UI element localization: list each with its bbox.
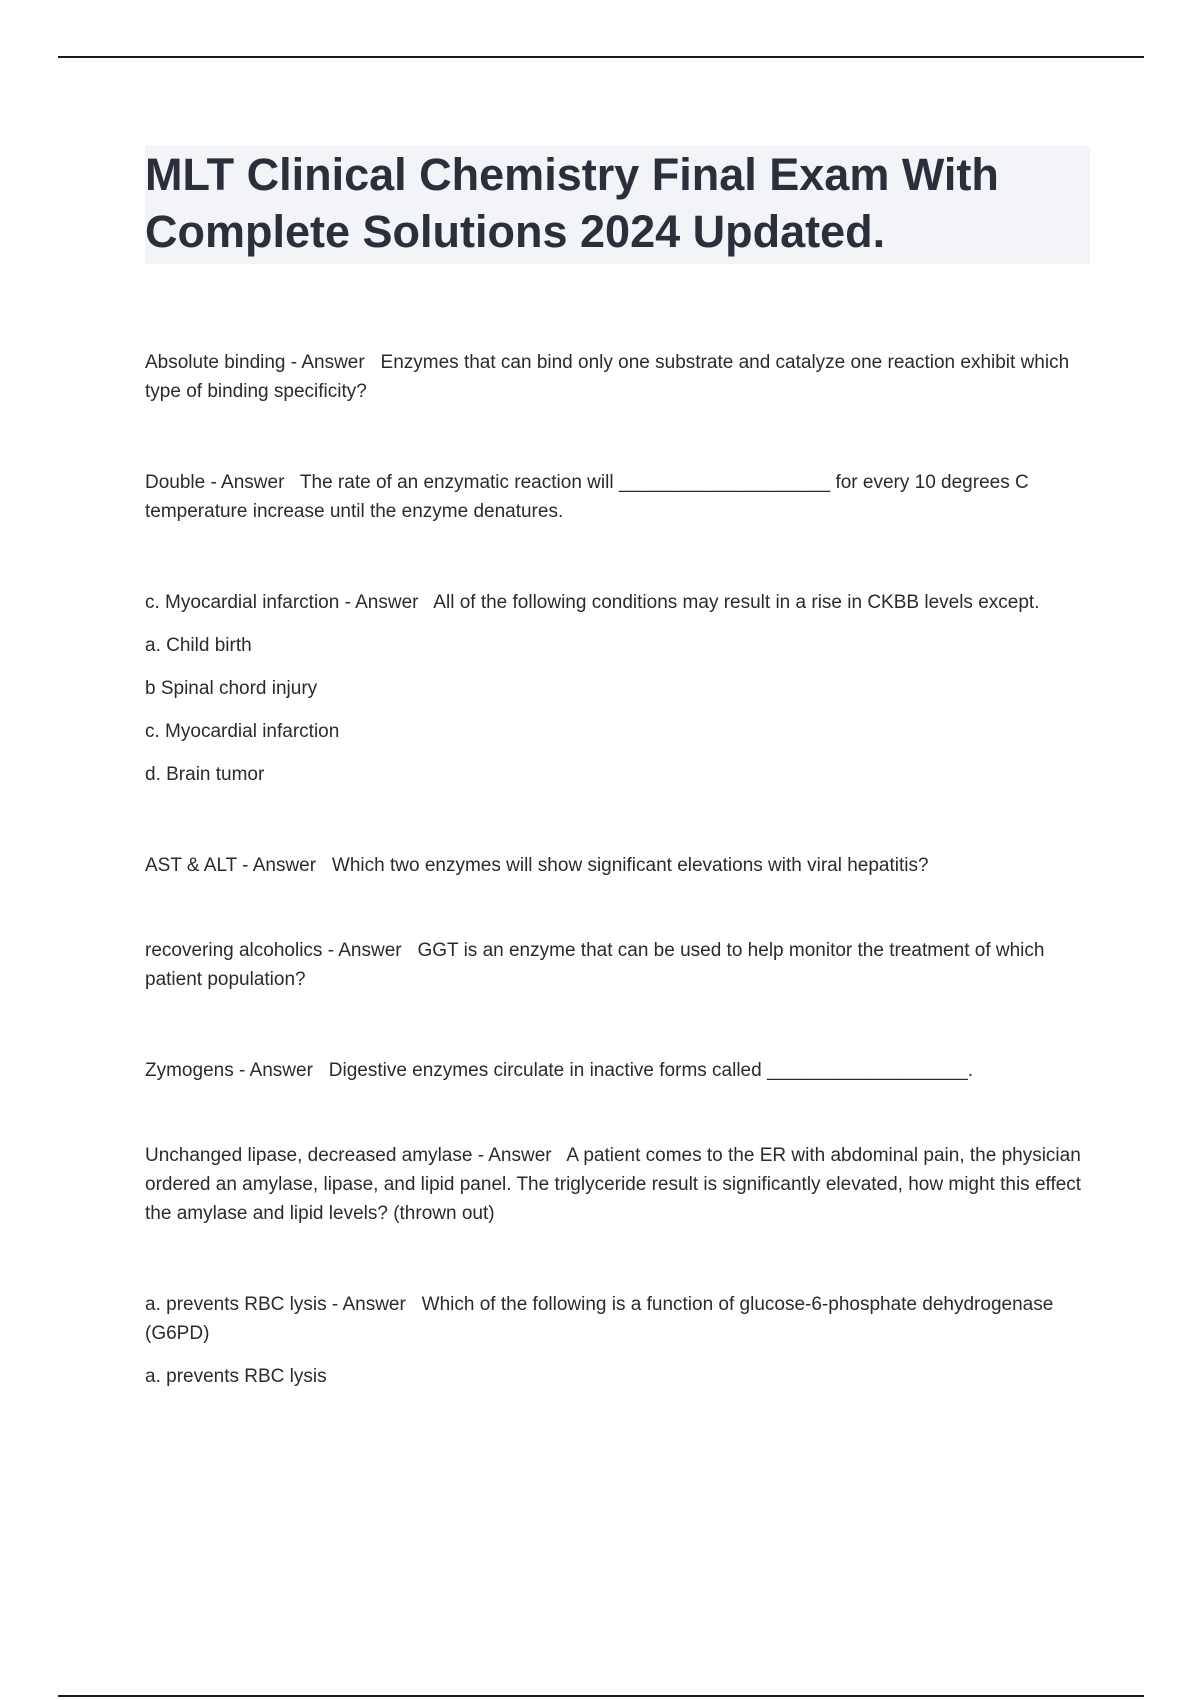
option-item: a. prevents RBC lysis [145, 1366, 327, 1387]
title-line-1: MLT Clinical Chemistry Final Exam With [145, 149, 999, 200]
qa-text [145, 936, 1090, 994]
qa-item [145, 468, 1090, 526]
document-title [145, 146, 1090, 260]
qa-text [145, 1141, 1090, 1228]
question-text: The rate of an enzymatic reaction will ____________________ for every 10 degrees C temperature increase until the enzyme denatures. [145, 472, 1029, 522]
answer-text: Double - Answer [145, 472, 285, 493]
answer-text: Zymogens - Answer [145, 1060, 313, 1081]
question-text: Which of the following is a function of glucose-6-phosphate dehydrogenase (G6PD) [145, 1294, 1054, 1344]
qa-text [145, 468, 1090, 526]
answer-text: c. Myocardial infarction - Answer [145, 592, 419, 613]
option-item: d. Brain tumor [145, 764, 265, 785]
qa-text [145, 1056, 1090, 1085]
qa-item [145, 1290, 1090, 1391]
qa-item [145, 936, 1090, 994]
question-text: Digestive enzymes circulate in inactive forms called ___________________. [328, 1060, 974, 1081]
qa-item [145, 1056, 1090, 1085]
qa-text [145, 588, 1090, 617]
qa-text [145, 348, 1090, 406]
question-text: A patient comes to the ER with abdominal pain, the physician ordered an amylase, lipase, and lipid panel. The triglyceride result is significantly elevated, how might this effect the amylase and lipid levels? (thrown out) [145, 1145, 1082, 1224]
answer-text: AST & ALT - Answer [145, 855, 317, 876]
answer-text: Absolute binding - Answer [145, 352, 365, 373]
option-item: c. Myocardial infarction [145, 721, 340, 742]
qa-item [145, 851, 1090, 880]
answer-text: Unchanged lipase, decreased amylase - Answer [145, 1145, 552, 1166]
qa-item [145, 348, 1090, 406]
question-text: Which two enzymes will show significant elevations with viral hepatitis? [331, 855, 929, 876]
title-block [145, 146, 1090, 264]
qa-item [145, 588, 1090, 789]
document-body [145, 146, 1090, 1391]
title-line-2: Complete Solutions 2024 Updated. [145, 206, 886, 257]
option-item: a. Child birth [145, 635, 252, 656]
qa-text [145, 1290, 1090, 1348]
option-item: b Spinal chord injury [145, 678, 318, 699]
top-rule [58, 56, 1144, 58]
answer-text: a. prevents RBC lysis - Answer [145, 1294, 406, 1315]
qa-item [145, 1141, 1090, 1228]
question-text: GGT is an enzyme that can be used to help monitor the treatment of which patient population? [145, 940, 1045, 990]
bottom-rule [58, 1695, 1144, 1697]
question-text: Enzymes that can bind only one substrate and catalyze one reaction exhibit which type of binding specificity? [145, 352, 1070, 402]
answer-text: recovering alcoholics - Answer [145, 940, 402, 961]
qa-text [145, 851, 1090, 880]
question-text: All of the following conditions may result in a rise in CKBB levels except. [433, 592, 1040, 613]
